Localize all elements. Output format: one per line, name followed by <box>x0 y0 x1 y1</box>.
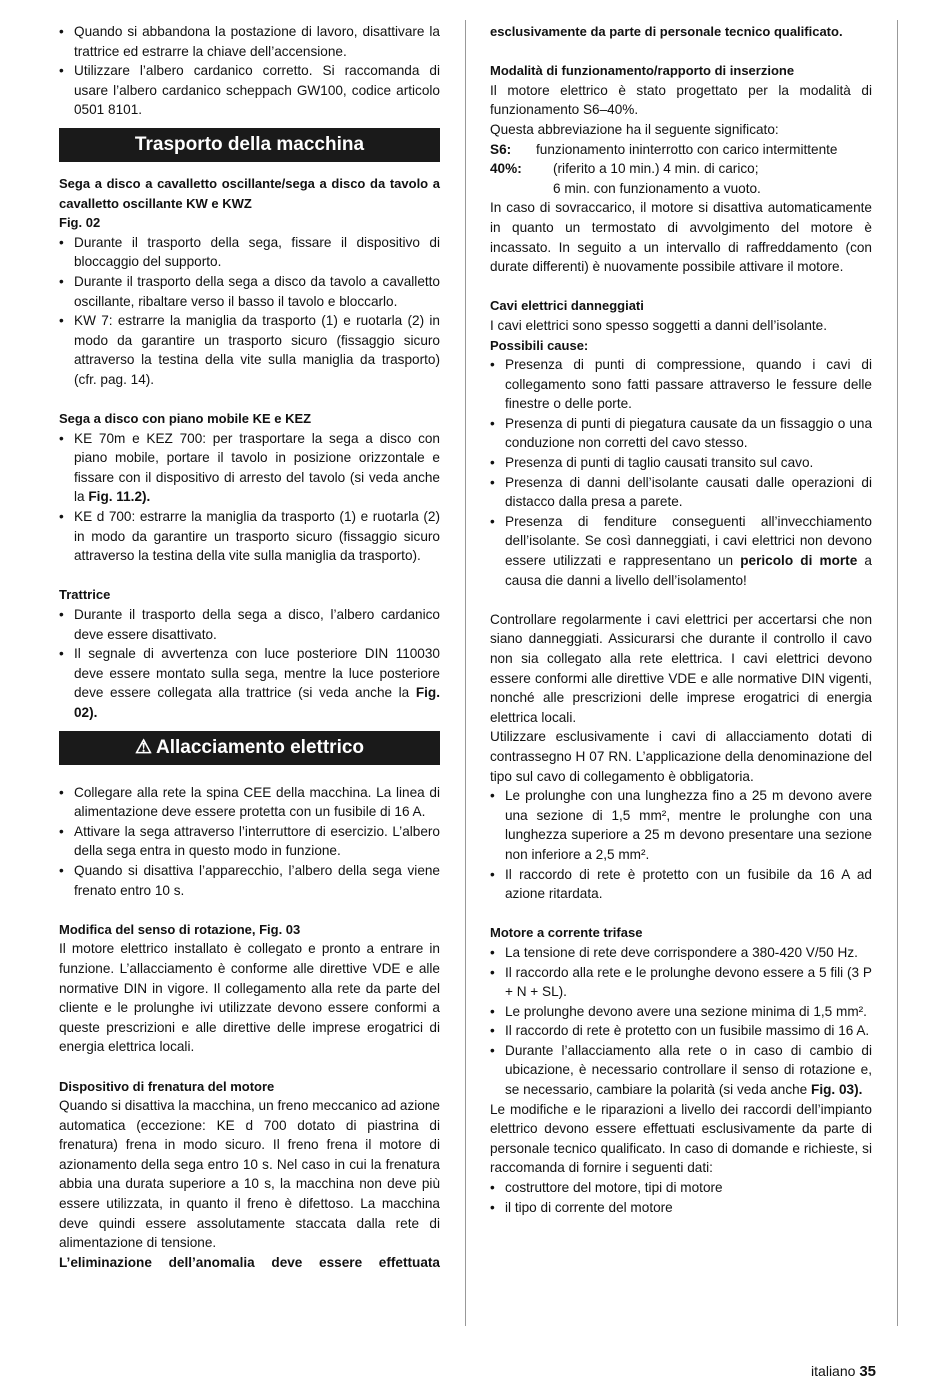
list-item: • Durante il trasporto della sega, fissare il dispositivo di bloccaggio del supporto. <box>59 233 440 272</box>
definition-s6 <box>490 140 872 160</box>
list-item: • Attivare la sega attraverso l’interruttore di esercizio. L’albero della sega entra in questo modo in funzione. <box>59 822 440 861</box>
data-list <box>490 1178 872 1217</box>
list-item: • KW 7: estrarre la maniglia da trasporto (1) e ruotarla (2) in modo da garantire un trasporto sicuro (fissaggio sicuro attraverso la testina della vite sulla maniglia da trasporto) (cfr. pag. 14). <box>59 311 440 389</box>
list-item: • Il raccordo alla rete e le prolunghe devono essere a 5 fili (3 P + N + SL). <box>490 963 872 1002</box>
footer-language: italiano <box>811 1363 856 1379</box>
kw-list <box>59 233 440 390</box>
list-item: • Durante il trasporto della sega a disco, l’albero cardanico deve essere disattivato. <box>59 605 440 644</box>
list-item <box>490 512 872 590</box>
brake-heading: Dispositivo di frenatura del motore <box>59 1078 275 1094</box>
list-item: • Presenza di punti di compressione, quando i cavi di collegamento sono fatti passare attraverso le fessure delle finestre o delle porte. <box>490 355 872 414</box>
list-item: • Quando si disattiva l’apparecchio, l’albero della sega viene frenato entro 10 s. <box>59 861 440 900</box>
brake-text: Quando si disattiva la macchina, un freno meccanico ad azione automatica (eccezione: KE d 700 dotato di piastrina di frenatura) frena in modo sicuro. Il freno frena il motore di azionamento della sega entro 10 s. Nel caso in cui la frenatura abbia una durata superiore a 10 s, la macchina non deve più essere utilizzata, in quanto il freno è difettoso. La macchina deve quindi essere assolutamente staccata dalla rete di alimentazione di tensione. <box>59 1098 440 1251</box>
list-item-text: Presenza di fenditure conseguenti all’invecchiamento dell’isolante. Se così danneggiati, i cavi elettrici non devono essere utilizzati e rappresentano un <box>505 513 872 569</box>
mode-text-2: Questa abbreviazione ha il seguente significato: <box>490 121 779 137</box>
rotation-heading: Modifica del senso di rotazione, Fig. 03 <box>59 921 301 937</box>
causes-heading: Possibili cause: <box>490 337 589 353</box>
cable-type-text: Utilizzare esclusivamente i cavi di allacciamento dotati di contrassegno H 07 RN. L’applicazione della denominazione del tipo sul cavo di collegamento è obbligatoria. <box>490 729 872 784</box>
continued-bold-text: esclusivamente da parte di personale tecnico qualificato. <box>490 24 843 39</box>
warning-icon: ⚠ <box>134 736 152 758</box>
ke-heading: Sega a disco con piano mobile KE e KEZ <box>59 411 312 427</box>
definition-value: (riferito a 10 min.) 4 min. di carico; <box>553 161 759 177</box>
figure-reference: Fig. 11.2). <box>88 489 151 505</box>
list-item: • Il raccordo di rete è protetto con un fusibile massimo di 16 A. <box>490 1021 872 1041</box>
list-item <box>59 429 440 507</box>
danger-emphasis: pericolo di morte <box>740 553 858 569</box>
list-item: • KE d 700: estrarre la maniglia da trasporto (1) e ruotarla (2) in modo da garantire un trasporto sicuro (fissaggio sicuro attraverso la testina della vite sulla maniglia da trasporto). <box>59 507 440 566</box>
right-margin-rule <box>897 20 898 1326</box>
list-item-text: Durante l’allacciamento alla rete o in caso di cambio di ubicazione, è necessario controllare il senso di rotazione e, se necessario, cambiare la polarità (si veda anche <box>505 1042 872 1098</box>
list-item: • costruttore del motore, tipi di motore <box>490 1178 872 1198</box>
extension-list <box>490 786 872 904</box>
list-item-text-end: a causa die danni a livello dell’isolamento! <box>505 553 872 588</box>
causes-list <box>490 355 872 590</box>
repair-text: Le modifiche e le riparazioni a livello dei raccordi dell’impianto elettrico devono essere effettuati esclusivamente da parte di personale tecnico qualificato. In caso di domande e richieste, si raccomanda di fornire i seguenti dati: <box>490 1101 872 1176</box>
kw-fig-ref: Fig. 02 <box>59 215 101 231</box>
column-divider <box>465 20 466 1326</box>
figure-reference: Fig. 03). <box>811 1082 863 1098</box>
list-item: • La tensione di rete deve corrispondere a 380-420 V/50 Hz. <box>490 943 872 963</box>
list-item: • Presenza di danni dell’isolante causati dalle operazioni di distacco dalla presa a parete. <box>490 473 872 512</box>
cables-text: I cavi elettrici sono spesso soggetti a danni dell’isolante. <box>490 317 828 333</box>
mode-heading: Modalità di funzionamento/rapporto di inserzione <box>490 63 795 79</box>
list-item-text: KE 70m e KEZ 700: per trasportare la sega a disco con piano mobile, portare il tavolo in posizione orizzontale e fissare con il dispositivo di arresto del tavolo (si veda anche la <box>74 430 440 505</box>
definition-value-2: 6 min. con funzionamento a vuoto. <box>553 180 761 196</box>
right-column <box>490 22 872 1217</box>
list-item: • Il raccordo di rete è protetto con un fusibile da 16 A ad azione ritardata. <box>490 865 872 904</box>
three-phase-heading: Motore a corrente trifase <box>490 925 643 941</box>
mode-text: Il motore elettrico è stato progettato per la modalità di funzionamento S6–40%. <box>490 82 872 118</box>
definition-40 <box>490 159 872 179</box>
list-item: • il tipo di corrente del motore <box>490 1198 872 1218</box>
definition-value: funzionamento ininterrotto con carico intermittente <box>536 141 838 157</box>
page-number: 35 <box>859 1363 876 1380</box>
tractor-heading: Trattrice <box>59 587 111 603</box>
list-item-text: Il segnale di avvertenza con luce posteriore DIN 110030 deve essere montato sulla sega, mentre la luce posteriore deve essere collegata alla trattrice (si veda anche la <box>74 646 440 701</box>
page-footer <box>811 1363 876 1380</box>
intro-list <box>59 22 440 120</box>
figure-reference: Fig. 02). <box>74 685 440 720</box>
overload-text: In caso di sovraccarico, il motore si disattiva automaticamente in quanto un termostato di avvolgimento del motore è incassato. In seguito a un intervallo di raffreddamento (con durate differenti) è nuovamente possibile attivare il motore. <box>490 200 872 275</box>
brake-bold-text: L’eliminazione dell’anomalia deve essere effettuata <box>59 1254 440 1270</box>
list-item: • Presenza di punti di taglio causati transito sul cavo. <box>490 453 872 473</box>
left-column <box>59 22 440 1272</box>
list-item: • Durante il trasporto della sega a disco da tavolo a cavalletto oscillante, ribaltare verso il basso il tavolo e bloccarlo. <box>59 272 440 311</box>
list-item: • Utilizzare l’albero cardanico corretto. Si raccomanda di usare l’albero cardanico scheppach GW100, codice articolo 0501 8101. <box>59 61 440 120</box>
kw-heading: Sega a disco a cavalletto oscillante/sega a disco da tavolo a cavalletto oscillante KW e KWZ <box>59 175 440 211</box>
list-item: • Le prolunghe con una lunghezza fino a 25 m devono avere una sezione di 1,5 mm², mentre le prolunghe con una lunghezza superiore a 25 m devono presentare una sezione non inferiore a 2,5 mm². <box>490 786 872 864</box>
list-item <box>490 1041 872 1100</box>
tractor-list <box>59 605 440 723</box>
electric-list <box>59 783 440 901</box>
section-banner-electric <box>59 731 440 765</box>
definition-key: S6: <box>490 141 512 157</box>
list-item: • Collegare alla rete la spina CEE della macchina. La linea di alimentazione deve essere protetta con un fusibile di 16 A. <box>59 783 440 822</box>
list-item: • Quando si abbandona la postazione di lavoro, disattivare la trattrice ed estrarre la chiave dell’accensione. <box>59 22 440 61</box>
check-text: Controllare regolarmente i cavi elettrici per accertarsi che non siano danneggiati. Assicurarsi che durante il controllo il cavo non sia collegato alla rete elettrica. I cavi elettrici devono essere conformi alle direttive VDE e alle normative DIN vigenti, nonché alle prescrizioni delle imprese erogatrici di energia elettrica locali. <box>490 611 872 725</box>
three-phase-list <box>490 943 872 1100</box>
section-banner-transport: Trasporto della macchina <box>59 128 440 162</box>
ke-list <box>59 429 440 566</box>
banner-title: Allacciamento elettrico <box>156 736 365 758</box>
list-item <box>59 644 440 722</box>
list-item: • Le prolunghe devono avere una sezione minima di 1,5 mm². <box>490 1002 872 1022</box>
list-item: • Presenza di punti di piegatura causate da un fissaggio o una conduzione non corretti del cavo stesso. <box>490 414 872 453</box>
definition-key: 40%: <box>490 161 522 177</box>
cables-heading: Cavi elettrici danneggiati <box>490 298 644 314</box>
rotation-text: Il motore elettrico installato è collegato e pronto a entrare in funzione. L’allacciamento è conforme alle direttive VDE e alle normative DIN in vigore. Il collegamento alla rete da parte del cliente e le prolunghe ivi utilizzate devono essere conformi a queste prescrizioni e alle direttive delle imprese erogatrici di energia elettrica locali. <box>59 941 440 1055</box>
